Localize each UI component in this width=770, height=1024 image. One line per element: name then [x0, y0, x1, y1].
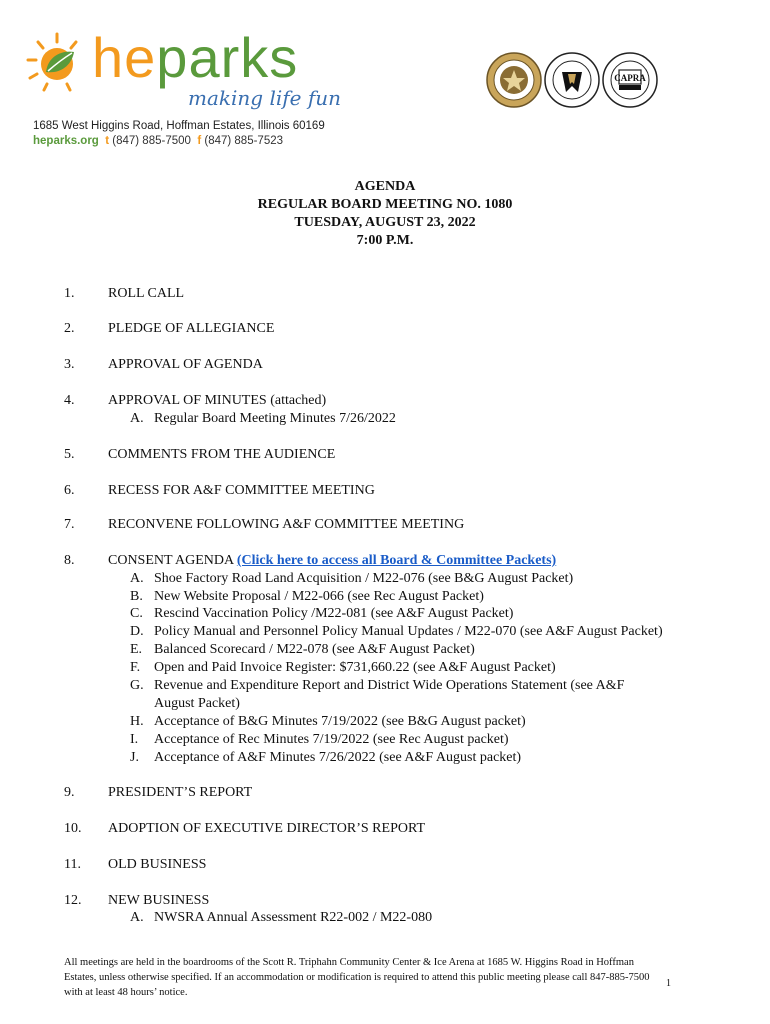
- title-date: TUESDAY, AUGUST 23, 2022: [294, 215, 476, 230]
- sub-text: Policy Manual and Personnel Policy Manual Updates / M22-070 (see A&F August Packet): [154, 624, 663, 639]
- item-text: PLEDGE OF ALLEGIANCE: [108, 321, 275, 336]
- sub-text: Acceptance of A&F Minutes 7/26/2022 (see A&F August packet): [154, 750, 522, 765]
- item-number: 12.: [64, 893, 82, 908]
- footer-line-1: All meetings are held in the boardrooms of the Scott R. Triphahn Community Center & Ice Arena at 1685 W. Higgins Road in Hoffman: [64, 957, 634, 968]
- sub-text: Acceptance of B&G Minutes 7/19/2022 (see B&G August packet): [154, 714, 526, 729]
- seal-2-icon: [544, 52, 600, 108]
- item-number: 7.: [64, 517, 75, 532]
- fax-label: f: [197, 135, 202, 147]
- capra-text: CAPRA: [614, 73, 646, 83]
- title-agenda: AGENDA: [354, 179, 416, 194]
- sub-letter: F.: [130, 660, 141, 675]
- sub-text: NWSRA Annual Assessment R22-002 / M22-080: [154, 910, 433, 925]
- fax-number: (847) 885-7523: [204, 135, 284, 147]
- item-number: 9.: [64, 785, 75, 800]
- item-text: PRESIDENT’S REPORT: [108, 785, 253, 800]
- tagline: making life fun: [188, 86, 341, 110]
- title-time: 7:00 P.M.: [356, 233, 414, 248]
- item-text: ROLL CALL: [108, 286, 185, 301]
- item-text: APPROVAL OF MINUTES (attached): [108, 393, 327, 408]
- sub-text: Regular Board Meeting Minutes 7/26/2022: [154, 411, 396, 426]
- consent-agenda-label: CONSENT AGENDA: [108, 553, 234, 568]
- phone-label: t: [105, 135, 110, 147]
- sub-letter: B.: [130, 589, 143, 604]
- sub-letter: J.: [130, 750, 139, 765]
- sub-text: New Website Proposal / M22-066 (see Rec August Packet): [154, 589, 484, 604]
- footer-note: [64, 955, 714, 1000]
- item-text: RECESS FOR A&F COMMITTEE MEETING: [108, 483, 375, 498]
- sub-letter: A.: [130, 571, 144, 586]
- sub-text: Open and Paid Invoice Register: $731,660.22 (see A&F August Packet): [154, 660, 556, 675]
- item-number: 6.: [64, 483, 75, 498]
- address: 1685 West Higgins Road, Hoffman Estates, Illinois 60169: [33, 120, 325, 132]
- sub-text: Balanced Scorecard / M22-078 (see A&F August Packet): [154, 642, 475, 657]
- item-text: NEW BUSINESS: [108, 893, 210, 908]
- item-number: 1.: [64, 286, 75, 301]
- footer-line-2: Estates, unless otherwise specified. If an accommodation or modification is required to attend this public meeting please call 847-885-7500: [64, 972, 650, 983]
- sub-letter: D.: [130, 624, 144, 639]
- item-number: 10.: [64, 821, 82, 836]
- logo-parks: parks: [156, 26, 299, 89]
- footer-line-3: with at least 48 hours’ notice.: [64, 987, 188, 998]
- item-number: 3.: [64, 357, 75, 372]
- sub-letter: I.: [130, 732, 139, 747]
- sub-letter: C.: [130, 606, 143, 621]
- sub-text: Shoe Factory Road Land Acquisition / M22-076 (see B&G August Packet): [154, 571, 574, 586]
- item-number: 2.: [64, 321, 75, 336]
- page-number: 1: [666, 978, 671, 989]
- sub-letter: E.: [130, 642, 143, 657]
- board-packets-link[interactable]: (Click here to access all Board & Committee Packets): [236, 553, 557, 568]
- sub-letter: A.: [130, 411, 144, 426]
- item-text: COMMENTS FROM THE AUDIENCE: [108, 447, 336, 462]
- logo-wordmark: [92, 28, 298, 88]
- item-number: 11.: [64, 857, 81, 872]
- capra-seal-icon: [602, 52, 658, 108]
- item-text: APPROVAL OF AGENDA: [108, 357, 263, 372]
- sub-text-continued: August Packet): [154, 696, 240, 711]
- contact-line: [33, 135, 283, 147]
- sub-letter: A.: [130, 910, 144, 925]
- item-text-consent: [108, 552, 556, 570]
- item-text: RECONVENE FOLLOWING A&F COMMITTEE MEETING: [108, 517, 465, 532]
- sub-text: Revenue and Expenditure Report and District Wide Operations Statement (see A&F: [154, 678, 625, 693]
- item-text: OLD BUSINESS: [108, 857, 207, 872]
- title-meeting-number: REGULAR BOARD MEETING NO. 1080: [257, 197, 513, 212]
- sun-leaf-logo-icon: [24, 30, 90, 94]
- item-number: 8.: [64, 553, 75, 568]
- item-number: 4.: [64, 393, 75, 408]
- item-number: 5.: [64, 447, 75, 462]
- sub-text: Acceptance of Rec Minutes 7/19/2022 (see Rec August packet): [154, 732, 509, 747]
- sub-letter: G.: [130, 678, 144, 693]
- website-link[interactable]: heparks.org: [33, 135, 99, 147]
- item-text: ADOPTION OF EXECUTIVE DIRECTOR’S REPORT: [108, 821, 426, 836]
- phone-number: (847) 885-7500: [112, 135, 191, 147]
- sub-letter: H.: [130, 714, 144, 729]
- seal-1-icon: [486, 52, 542, 108]
- sub-text: Rescind Vaccination Policy /M22-081 (see A&F August Packet): [154, 606, 514, 621]
- logo-he: he: [92, 26, 157, 89]
